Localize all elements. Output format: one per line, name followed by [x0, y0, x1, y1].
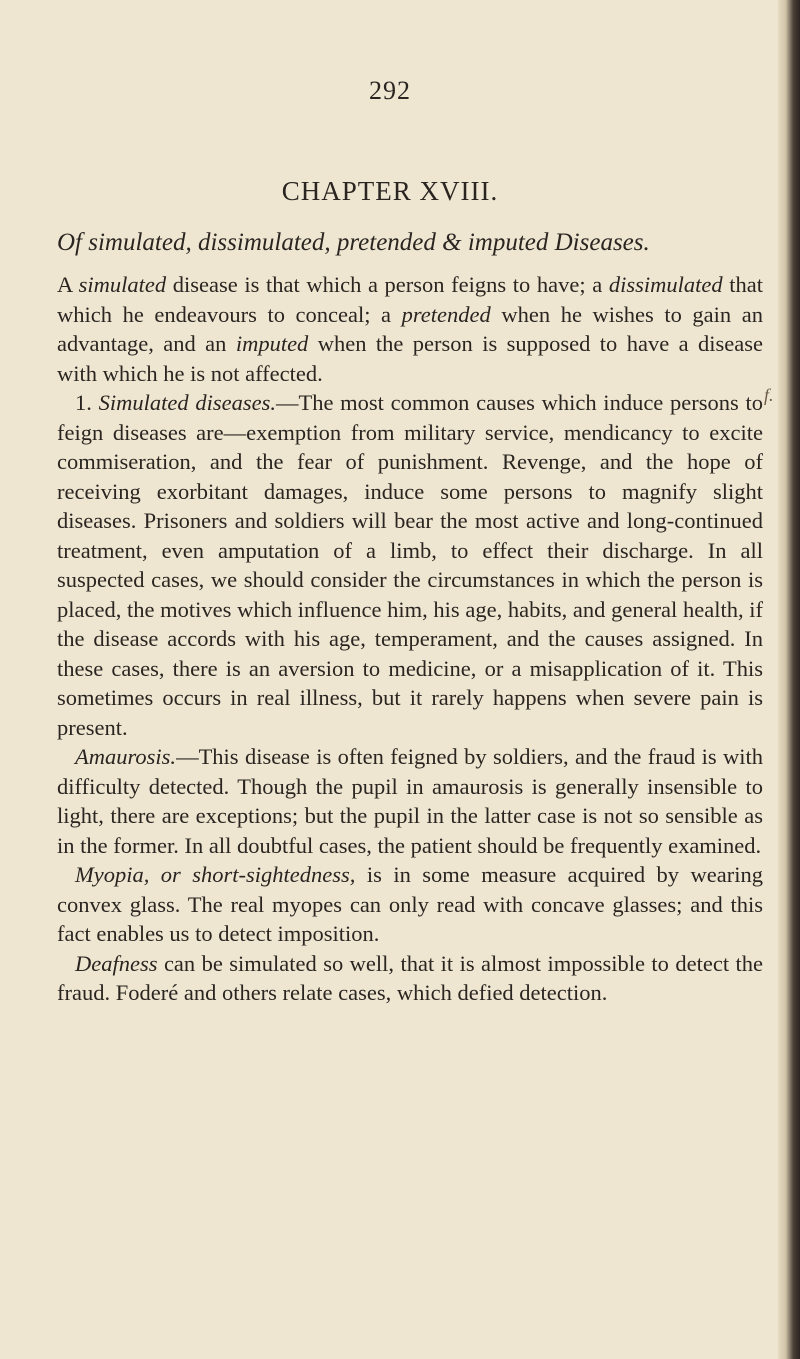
term-dissimulated: dissimulated	[608, 272, 723, 297]
paragraph-amaurosis	[57, 742, 763, 860]
paragraph-text: —This disease is often feigned by soldiers, and the fraud is with difficulty detected. Though the pupil in amaurosis is generally insensible to light, there are exceptions; but the pupil in the latter case is not so sensible as in the former. In all doubtful cases, the patient should be frequently examined.	[57, 744, 763, 858]
text-run: that which he endeavours to conceal; a	[57, 272, 763, 327]
margin-annotation: f.	[764, 385, 774, 405]
section-heading-deafness: Deafness	[75, 950, 158, 976]
page-edge-shadow	[778, 0, 800, 1359]
term-pretended: pretended	[401, 301, 491, 327]
term-imputed: imputed	[235, 331, 309, 356]
text-run: disease is that which a person feigns to have; a	[166, 272, 609, 297]
text-run: when the person is supposed to have a disease with which he is not affected.	[57, 331, 763, 386]
text-run: A	[57, 272, 79, 297]
page-number: 292	[369, 76, 411, 105]
paragraph-text: —The most common causes which induce persons to feign diseases are—exemption from military service, mendicancy to excite commiseration, and the fear of punishment. Revenge, and the hope of receiving exorbitant damages, induce some persons to magnify slight diseases. Prisoners and soldiers will bear the most active and long-continued treatment, even amputation of a limb, to effect their discharge. In all suspected cases, we should consider the circumstances in which the person is placed, the motives which influence him, his age, habits, and general health, if the disease accords with his age, temperament, and the causes assigned. In these cases, there is an aversion to medicine, or a misapplication of it. This sometimes occurs in real illness, but it rarely happens when severe pain is present.	[57, 390, 763, 740]
section-number: 1.	[75, 390, 99, 415]
chapter-title: CHAPTER XVIII.	[281, 176, 499, 206]
paragraph-myopia	[57, 860, 763, 949]
paragraph-deafness	[57, 949, 763, 1008]
section-heading-simulated: Simulated diseases.	[98, 390, 276, 415]
section-heading-myopia: Myopia, or short-sightedness,	[75, 862, 356, 887]
paragraph-definitions	[57, 270, 763, 388]
body-text	[57, 270, 763, 1008]
term-simulated: simulated	[78, 272, 167, 297]
paragraph-text: can be simulated so well, that it is almost impossible to detect the fraud. Foderé and others relate cases, which defied detection.	[57, 950, 763, 1005]
text-run: when he wishes to gain an advantage, and an	[57, 301, 763, 356]
paragraph-simulated-diseases	[57, 388, 763, 742]
chapter-subtitle: Of simulated, dissimulated, pretended & imputed Diseases.	[57, 229, 650, 256]
section-heading-amaurosis: Amaurosis.	[75, 744, 177, 769]
paragraph-text: is in some measure acquired by wearing convex glass. The real myopes can only read with concave glasses; and this fact enables us to detect imposition.	[57, 862, 763, 946]
